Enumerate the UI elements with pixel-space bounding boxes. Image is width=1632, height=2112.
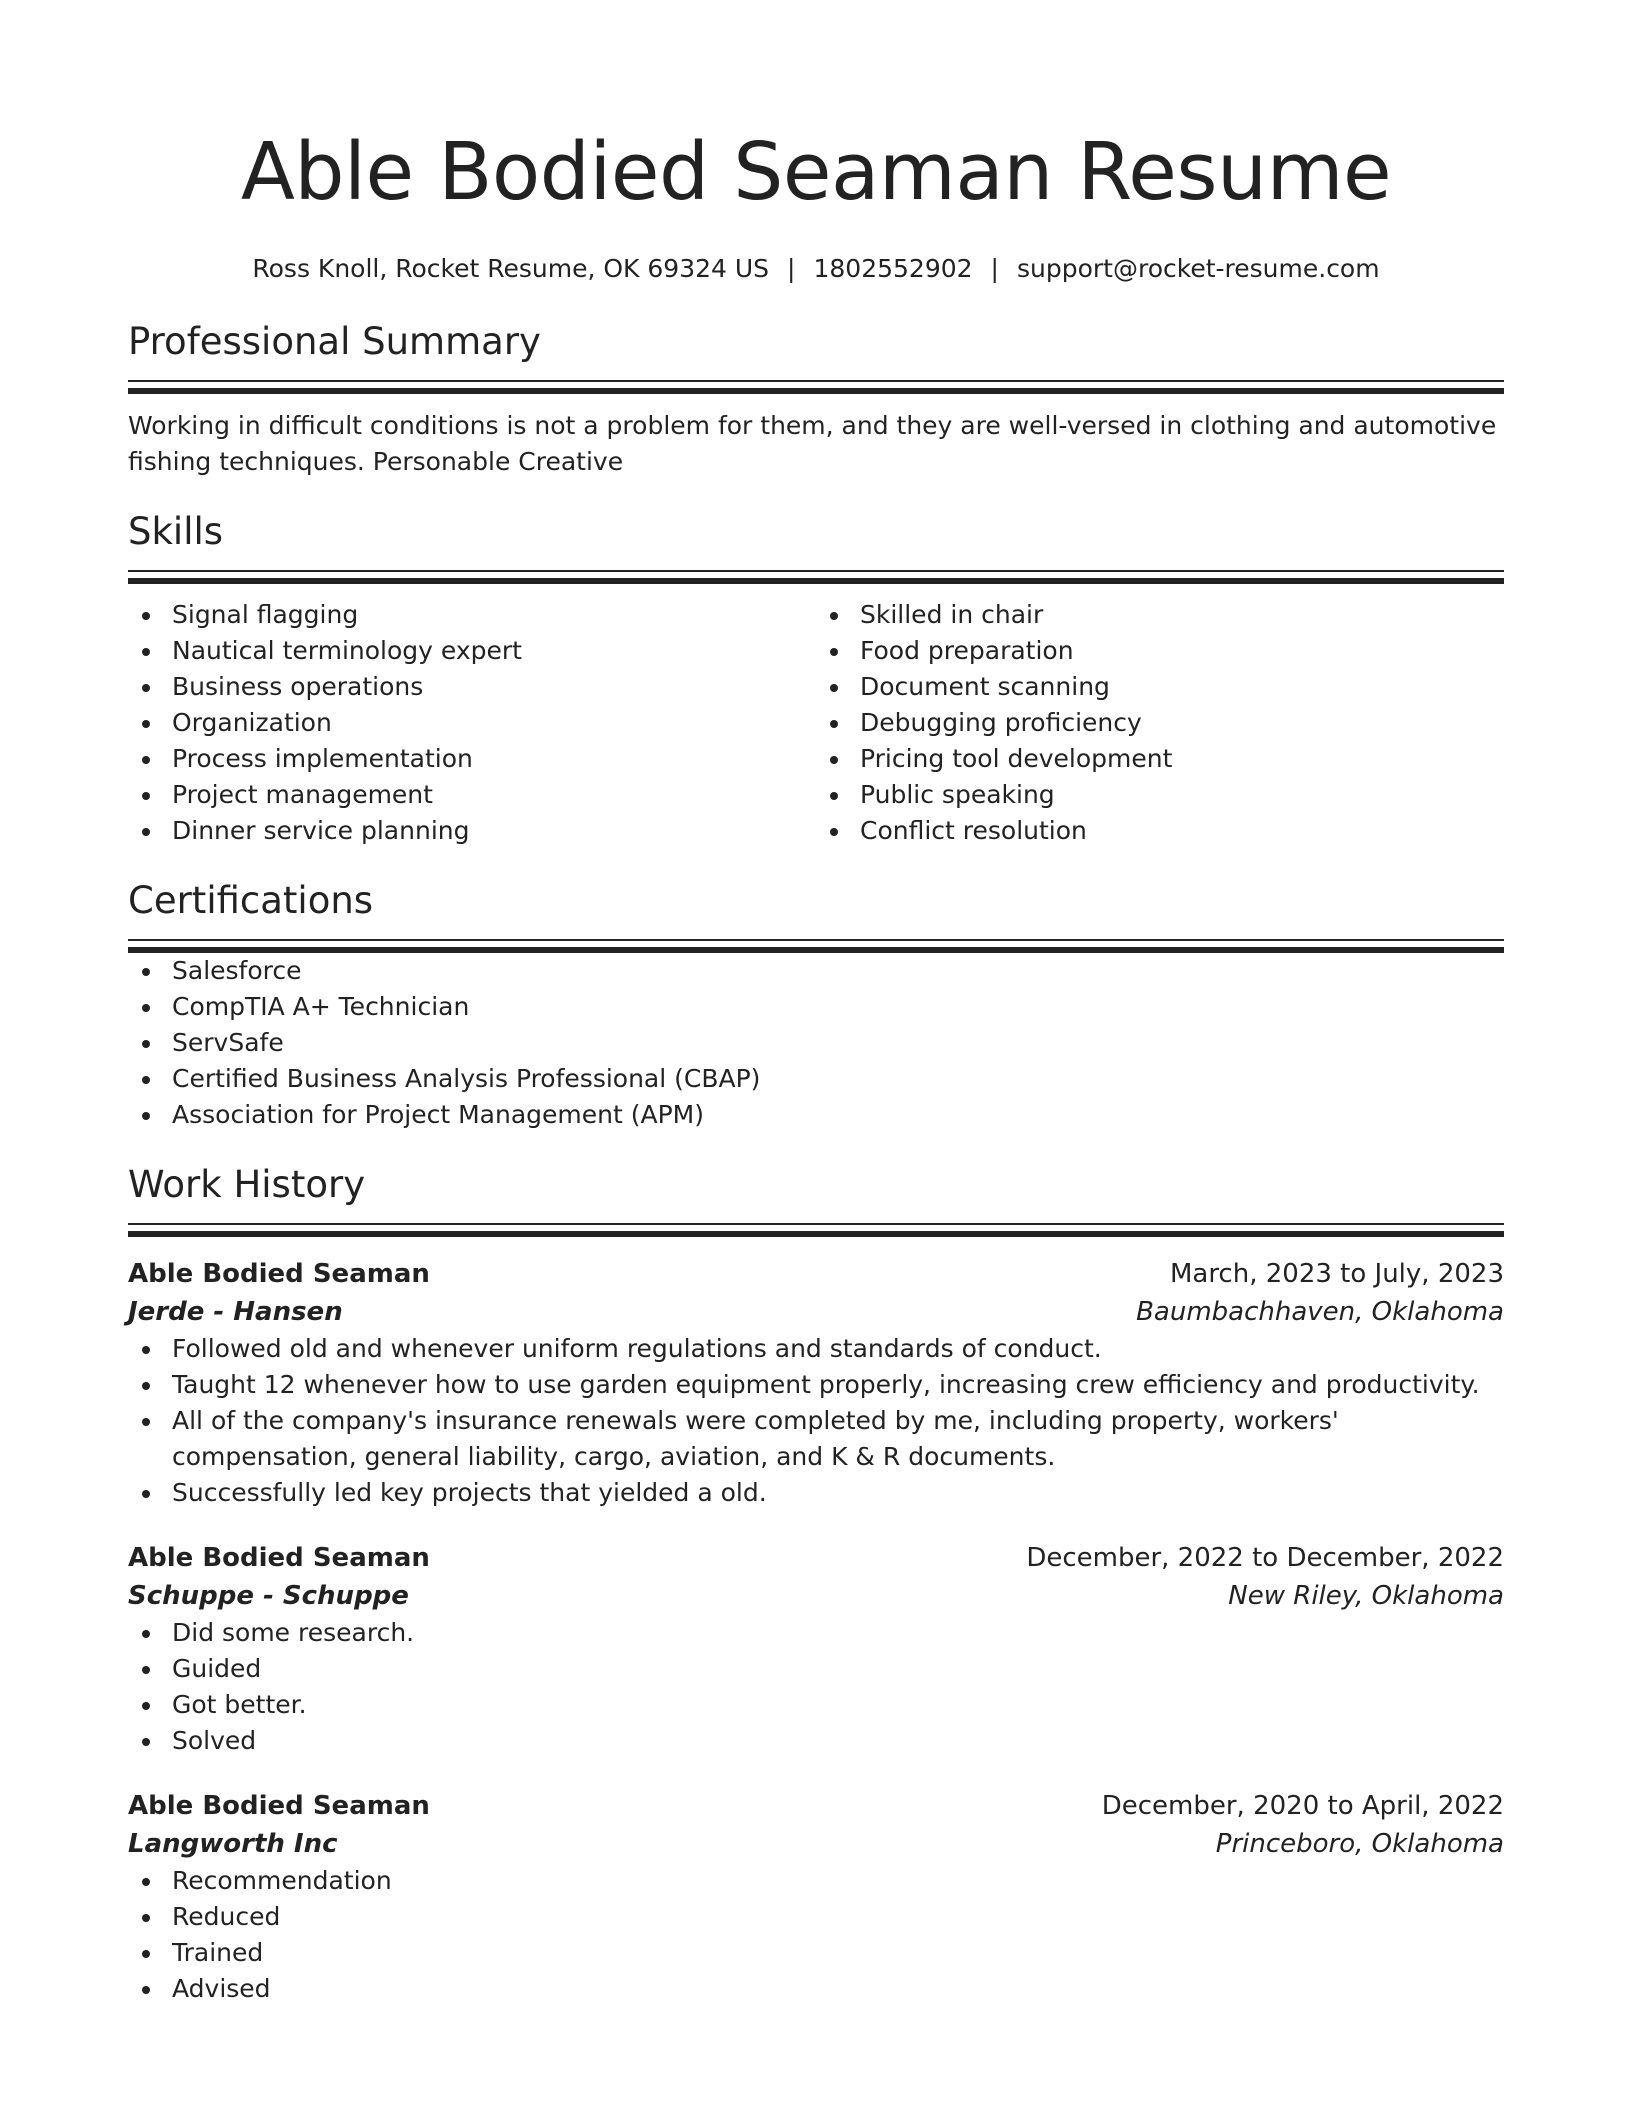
job-bullet: Reduced <box>128 1899 1504 1935</box>
job-title: Able Bodied Seaman <box>128 1259 430 1289</box>
section-divider <box>128 939 1504 941</box>
section-divider <box>128 578 1504 584</box>
contact-separator: | <box>990 254 999 283</box>
summary-text: Working in difficult conditions is not a problem for them, and they are well-versed in clothing and automotive fishing techniques. Personable Creative <box>128 411 1497 476</box>
job-bullet: All of the company's insurance renewals were completed by me, including property, workers' compensation, general liability, cargo, aviation, and K & R documents. <box>128 1403 1504 1475</box>
job-dates: March, 2023 to July, 2023 <box>1169 1259 1504 1289</box>
job-subheader <box>128 1293 1504 1331</box>
skill-item: Food preparation <box>816 633 1504 669</box>
certification-item: Certified Business Analysis Professional (CBAP) <box>128 1061 1504 1097</box>
skill-item: Conflict resolution <box>816 813 1504 849</box>
skill-item: Organization <box>128 705 816 741</box>
section-divider <box>128 570 1504 572</box>
certification-item: ServSafe <box>128 1025 1504 1061</box>
job-dates: December, 2020 to April, 2022 <box>1101 1791 1504 1821</box>
job-bullets <box>128 1863 1504 2007</box>
job-bullets <box>128 1331 1504 1511</box>
skill-item: Pricing tool development <box>816 741 1504 777</box>
skill-item: Nautical terminology expert <box>128 633 816 669</box>
job-location: Princeboro, Oklahoma <box>1215 1829 1504 1859</box>
skill-item: Signal flagging <box>128 597 816 633</box>
certification-item: Association for Project Management (APM) <box>128 1097 1504 1133</box>
certification-item: CompTIA A+ Technician <box>128 989 1504 1025</box>
skills-list-left <box>128 597 816 849</box>
skill-item: Debugging proficiency <box>816 705 1504 741</box>
work-history-section <box>128 1161 1504 2007</box>
summary-section <box>128 318 1504 480</box>
job-bullet: Advised <box>128 1971 1504 2007</box>
job-bullets <box>128 1615 1504 1759</box>
job-header <box>128 1787 1504 1825</box>
section-divider <box>128 1231 1504 1237</box>
job-bullet: Followed old and whenever uniform regulations and standards of conduct. <box>128 1331 1504 1367</box>
skill-item: Public speaking <box>816 777 1504 813</box>
job-header <box>128 1255 1504 1293</box>
skill-item: Skilled in chair <box>816 597 1504 633</box>
skill-item: Business operations <box>128 669 816 705</box>
job-bullet: Taught 12 whenever how to use garden equipment properly, increasing crew efficiency and productivity. <box>128 1367 1504 1403</box>
job-bullet: Successfully led key projects that yielded a old. <box>128 1475 1504 1511</box>
work-history-heading: Work History <box>128 1163 366 1206</box>
job-header <box>128 1539 1504 1577</box>
job-company: Schuppe - Schuppe <box>128 1581 409 1611</box>
certifications-list <box>128 953 1504 1133</box>
section-divider <box>128 388 1504 394</box>
job-bullet: Did some research. <box>128 1615 1504 1651</box>
contact-address: Ross Knoll, Rocket Resume, OK 69324 US <box>252 254 770 283</box>
resume-title: Able Bodied Seaman Resume <box>240 126 1392 218</box>
job-subheader <box>128 1577 1504 1615</box>
skills-heading: Skills <box>128 510 224 553</box>
contact-phone: 1802552902 <box>813 254 973 283</box>
resume-page <box>128 0 1504 2007</box>
section-divider <box>128 380 1504 382</box>
job-bullet: Recommendation <box>128 1863 1504 1899</box>
contact-email: support@rocket-resume.com <box>1016 254 1380 283</box>
job-bullet: Trained <box>128 1935 1504 1971</box>
job-entry <box>128 1787 1504 2007</box>
job-entry <box>128 1539 1504 1759</box>
job-company: Jerde - Hansen <box>128 1297 343 1327</box>
job-location: Baumbachhaven, Oklahoma <box>1136 1297 1504 1327</box>
certification-item: Salesforce <box>128 953 1504 989</box>
job-subheader <box>128 1825 1504 1863</box>
job-bullet: Guided <box>128 1651 1504 1687</box>
contact-line <box>128 252 1504 286</box>
job-bullet: Solved <box>128 1723 1504 1759</box>
job-company: Langworth Inc <box>128 1829 338 1859</box>
skills-grid <box>128 597 1504 849</box>
job-title: Able Bodied Seaman <box>128 1543 430 1573</box>
skill-item: Dinner service planning <box>128 813 816 849</box>
summary-heading: Professional Summary <box>128 320 541 363</box>
skill-item: Document scanning <box>816 669 1504 705</box>
job-dates: December, 2022 to December, 2022 <box>1026 1543 1504 1573</box>
job-title: Able Bodied Seaman <box>128 1791 430 1821</box>
section-divider <box>128 1223 1504 1225</box>
certifications-heading: Certifications <box>128 879 374 922</box>
skills-list-right <box>816 597 1504 849</box>
contact-separator: | <box>787 254 796 283</box>
job-entry <box>128 1255 1504 1511</box>
certifications-section <box>128 877 1504 1133</box>
skill-item: Process implementation <box>128 741 816 777</box>
job-location: New Riley, Oklahoma <box>1228 1581 1504 1611</box>
skills-section <box>128 508 1504 849</box>
skill-item: Project management <box>128 777 816 813</box>
job-bullet: Got better. <box>128 1687 1504 1723</box>
